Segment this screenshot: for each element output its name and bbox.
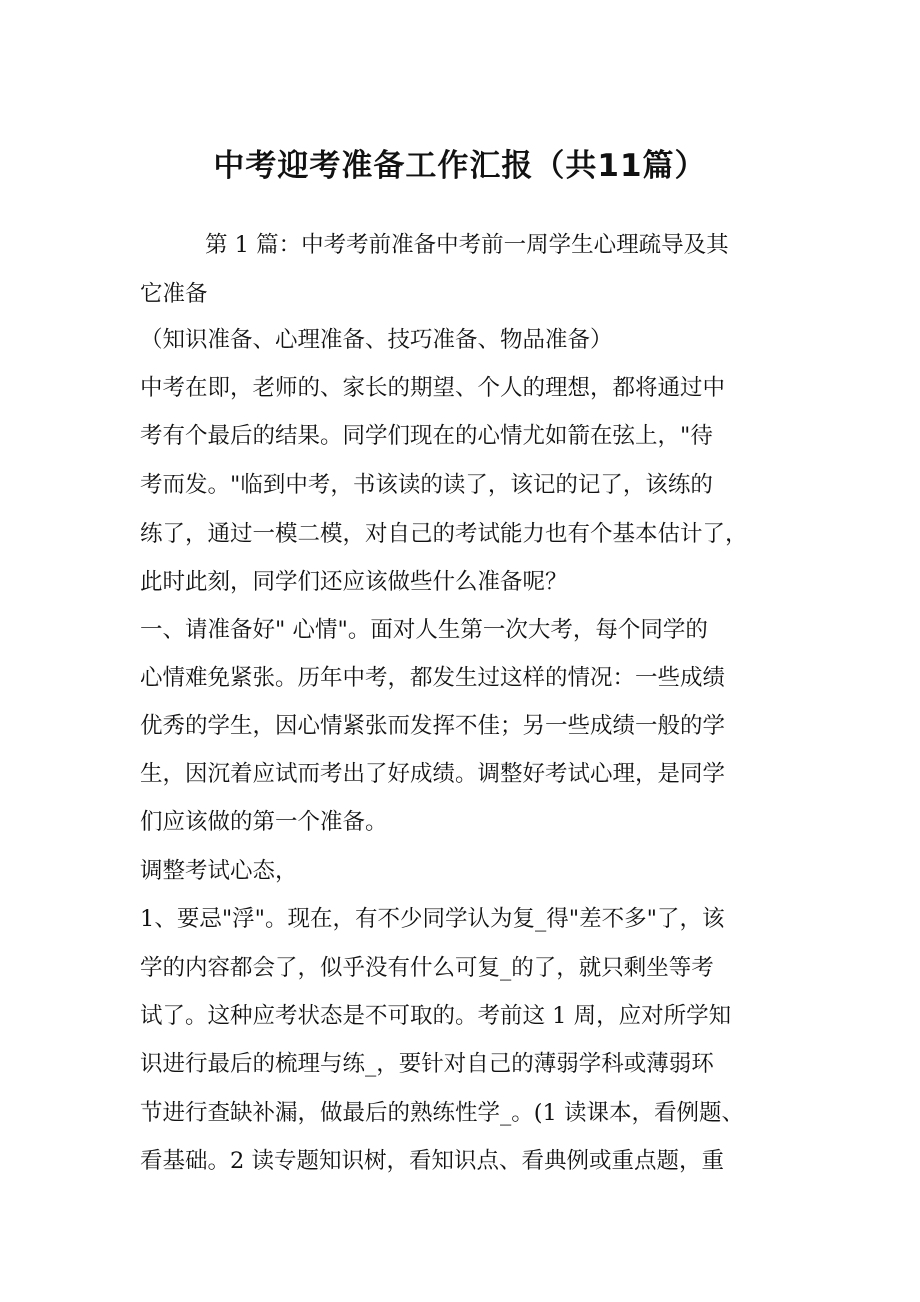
text-line: 们应该做的第一个准备。 [140,809,388,835]
text-line: 识进行最后的梳理与练_，要针对自己的薄弱学科或薄弱环 [140,1051,714,1077]
text-line: 第 1 篇：中考考前准备中考前一周学生心理疏导及其 [205,232,729,258]
document-title: 中考迎考准备工作汇报（共11篇） [213,148,707,184]
text-line: 一、请准备好" 心情"。面对人生第一次大考，每个同学的 [140,617,708,643]
text-line: 学的内容都会了，似乎没有什么可复_的了，就只剩坐等考 [140,955,714,981]
text-line: 心情难免紧张。历年中考，都发生过这样的情况：一些成绩 [140,665,726,691]
text-line: 考有个最后的结果。同学们现在的心情尤如箭在弦上，"待 [140,423,713,449]
text-line: 看基础。2 读专题知识树，看知识点、看典例或重点题，重 [140,1148,724,1174]
text-line: 试了。这种应考状态是不可取的。考前这 1 周，应对所学知 [140,1003,732,1029]
text-line: 中考在即，老师的、家长的期望、个人的理想，都将通过中 [140,375,726,401]
text-line: 此时此刻，同学们还应该做些什么准备呢？ [140,569,568,595]
text-line: 1、要忌"浮"。现在，有不少同学认为复_得"差不多"了，该 [140,906,725,932]
text-line: 调整考试心态， [140,858,298,884]
text-line: 它准备 [140,281,208,307]
text-line: （知识准备、心理准备、技巧准备、物品准备） [140,327,613,353]
text-line: 练了，通过一模二模，对自己的考试能力也有个基本估计了， [140,521,748,547]
text-line: 考而发。"临到中考，书该读的读了，该记的记了，该练的 [140,472,713,498]
text-line: 生，因沉着应试而考出了好成绩。调整好考试心理，是同学 [140,761,726,787]
text-line: 节进行查缺补漏，做最后的熟练性学_。(1 读课本，看例题、 [140,1100,744,1126]
text-line: 优秀的学生，因心情紧张而发挥不佳；另一些成绩一般的学 [140,713,726,739]
